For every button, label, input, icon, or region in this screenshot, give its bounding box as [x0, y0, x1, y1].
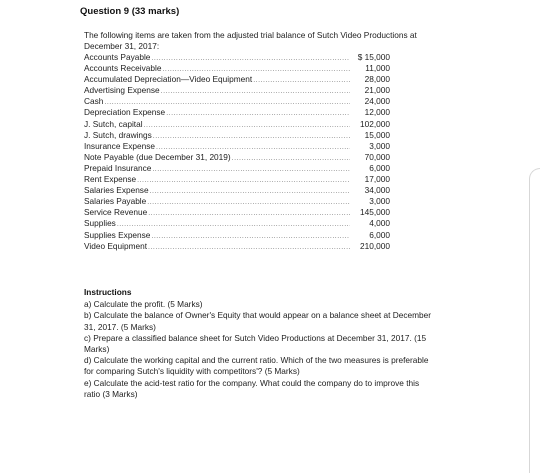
account-name: Accumulated Depreciation—Video Equipment [84, 74, 253, 85]
account-row [84, 107, 390, 118]
account-name: Cash [84, 96, 104, 107]
question-intro: The following items are taken from the adjusted trial balance of Sutch Video Productions at December 31, 2017: [84, 30, 417, 51]
account-name: Depreciation Expense [84, 107, 166, 118]
account-amount: 70,000 [364, 151, 390, 162]
account-name: Supplies [84, 218, 116, 229]
leader-dots [153, 131, 350, 142]
account-name: Video Equipment [84, 240, 148, 251]
account-amount: 34,000 [364, 185, 390, 196]
account-name: Advertising Expense [84, 85, 160, 96]
leader-dots [144, 120, 350, 131]
account-amount: 15,000 [364, 129, 390, 140]
account-row [84, 241, 390, 252]
leader-dots [137, 175, 350, 186]
account-row [84, 130, 390, 141]
account-row [84, 207, 390, 218]
leader-dots [148, 208, 350, 219]
leader-dots [148, 242, 350, 253]
account-amount: 12,000 [364, 107, 390, 118]
account-row [84, 63, 390, 74]
account-name: J. Sutch, capital [84, 118, 143, 129]
account-amount: 3,000 [369, 196, 390, 207]
instruction-item: b) Calculate the balance of Owner's Equity that would appear on a balance sheet at December 31, 2017. (5 Marks) [84, 310, 432, 332]
instruction-item: e) Calculate the acid-test ratio for the company. What could the company do to improve this ratio (3 Marks) [84, 377, 420, 399]
account-amount: $ 15,000 [357, 52, 390, 62]
leader-dots [151, 231, 350, 242]
leader-dots [232, 153, 350, 164]
account-row [84, 96, 390, 107]
instructions-heading: Instructions [84, 287, 132, 297]
account-row [84, 174, 390, 185]
account-row [84, 119, 390, 130]
account-name: Insurance Expense [84, 140, 156, 151]
account-amount: 17,000 [364, 174, 390, 185]
account-amount: 6,000 [369, 229, 390, 240]
account-row [84, 52, 390, 63]
leader-dots [152, 164, 350, 175]
account-name: Supplies Expense [84, 229, 151, 240]
instructions-section [84, 287, 436, 400]
instruction-item: c) Prepare a classified balance sheet for Sutch Video Productions at December 31, 2017. (15 Marks) [84, 332, 427, 355]
account-amount: 3,000 [369, 140, 390, 151]
account-name: Note Payable (due December 31, 2019) [84, 151, 231, 162]
account-name: Service Revenue [84, 207, 148, 218]
account-amount: 21,000 [364, 85, 390, 96]
account-amount: 210,000 [360, 240, 390, 251]
account-amount: 4,000 [369, 218, 390, 229]
account-row [84, 218, 390, 229]
scroll-panel-edge[interactable] [529, 168, 540, 473]
trial-balance-list [84, 52, 390, 252]
account-row [84, 85, 390, 96]
instruction-item: a) Calculate the profit. (5 Marks) [84, 299, 203, 310]
account-name: Accounts Receivable [84, 63, 162, 74]
account-amount: 6,000 [369, 162, 390, 173]
leader-dots [151, 53, 350, 64]
account-name: Salaries Expense [84, 185, 149, 196]
account-amount: 102,000 [360, 118, 390, 129]
question-title: Question 9 (33 marks) [80, 6, 180, 17]
account-name: Prepaid Insurance [84, 162, 152, 173]
leader-dots [150, 186, 350, 197]
account-name: Salaries Payable [84, 196, 147, 207]
account-row [84, 230, 390, 241]
account-row [84, 196, 390, 207]
account-amount: 145,000 [360, 207, 390, 218]
account-name: J. Sutch, drawings [84, 129, 152, 140]
account-row [84, 163, 390, 174]
account-amount: 24,000 [364, 96, 390, 107]
leader-dots [117, 219, 350, 230]
account-row [84, 152, 390, 163]
leader-dots [166, 108, 350, 119]
account-amount: 11,000 [365, 63, 390, 74]
account-row [84, 141, 390, 152]
instruction-item: d) Calculate the working capital and the current ratio. Which of the two measures is preferable for comparing Sutch's liquidity with competitors'? (5 Marks) [84, 355, 429, 377]
account-amount: 28,000 [364, 74, 390, 85]
leader-dots [147, 197, 350, 208]
account-row [84, 74, 390, 85]
leader-dots [253, 75, 350, 86]
account-name: Accounts Payable [84, 52, 151, 62]
leader-dots [161, 86, 350, 97]
account-row [84, 185, 390, 196]
account-name: Rent Expense [84, 174, 137, 185]
